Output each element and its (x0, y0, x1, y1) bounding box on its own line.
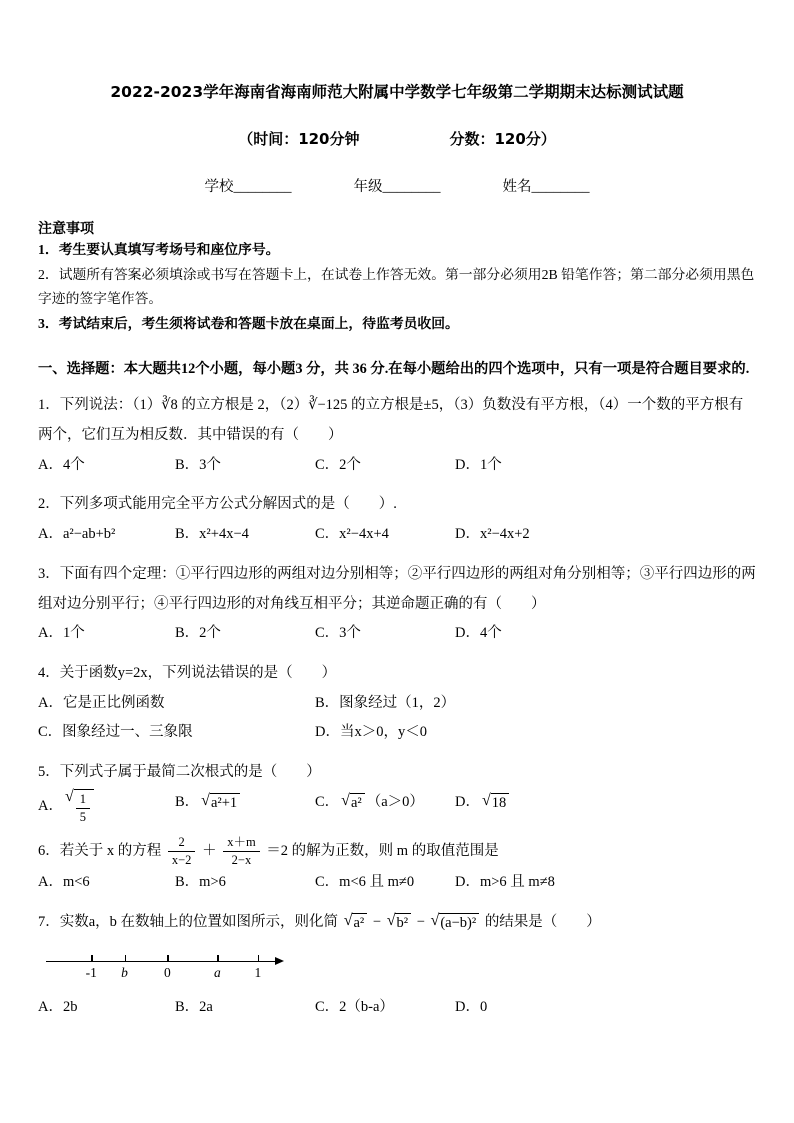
option-label: B． (175, 793, 200, 810)
tick-mark (258, 955, 260, 962)
radical-sign-icon: √ (386, 911, 396, 929)
stem-suffix: 的结果是（ ） (484, 913, 601, 930)
option-a: A．4个 (38, 456, 85, 473)
question-1 (38, 391, 756, 480)
notice-item-2: 2．试题所有答案必须填涂或书写在答题卡上，在试卷上作答无效。第一部分必须用2B 铅笔作答；第二部分必须用黑色字迹的签字笔作答。 (38, 266, 755, 307)
school-field: 学校________ (204, 178, 292, 195)
tick-label: b (121, 965, 128, 981)
option-b: B．m>6 (175, 873, 226, 890)
radical-sign-icon: √ (341, 791, 350, 809)
radical-expression: √ a²+1 (201, 792, 240, 814)
fraction: $\frac{1}{5}$ (76, 792, 90, 825)
option-b: B．2个 (175, 625, 221, 642)
plus-sign: ＋ (202, 842, 217, 859)
option-b: B．3个 (175, 456, 221, 473)
option-a: A．1个 (38, 625, 85, 642)
question-7 (38, 908, 756, 1023)
tick-mark (217, 955, 219, 962)
option-a: A．a²−ab+b² (38, 526, 116, 543)
question-4-options (38, 689, 756, 748)
option-c: C．x²−4x+4 (315, 526, 389, 543)
section-heading-choice: 一、选择题：本大题共12个小题，每小题3 分，共 36 分.在每小题给出的四个选项中，只有一项是符合题目要求的. (38, 361, 750, 377)
exam-score: 分数：120分） (449, 129, 556, 148)
radical-expression: √ 18 (482, 792, 509, 814)
number-line-axis (46, 961, 277, 962)
option-a (38, 788, 175, 825)
radical-expression: √ b² (387, 912, 411, 934)
question-5 (38, 758, 756, 825)
option-a: A．它是正比例函数 (38, 694, 165, 711)
question-6 (38, 835, 756, 898)
radical-expression: √ a² (341, 792, 365, 814)
number-line-figure (46, 945, 284, 991)
option-c: C．2个 (315, 456, 361, 473)
option-a: A．m<6 (38, 873, 90, 890)
radical-expression (65, 788, 94, 825)
question-2 (38, 490, 756, 549)
option-b: B．图象经过（1，2） (315, 694, 456, 711)
name-field: 姓名________ (502, 178, 590, 195)
number-line-arrow-icon (275, 957, 284, 965)
option-b: B．2a (175, 999, 213, 1016)
question-3 (38, 560, 756, 649)
radical-sign-icon: √ (343, 911, 353, 929)
question-7-options (38, 993, 756, 1023)
option-a: A．2b (38, 999, 78, 1016)
option-condition: （a＞0） (366, 793, 424, 810)
notice-heading: 注意事项 (38, 221, 94, 237)
page-title: 2022-2023学年海南省海南师范大附属中学数学七年级第二学期期末达标测试试题 (110, 83, 684, 101)
grade-field: 年级________ (353, 178, 441, 195)
radical-sign-icon: √ (201, 791, 210, 809)
question-6-text (38, 835, 756, 868)
question-1-text: 1．下列说法：（1）∛8 的立方根是 2，（2）∛−125 的立方根是±5，（3）负数没有平方根，（4）一个数的平方根有两个，它们互为相反数．其中错误的有（ ） (38, 397, 744, 444)
question-2-text: 2．下列多项式能用完全平方公式分解因式的是（ ）. (38, 496, 397, 513)
option-d: D．4个 (455, 625, 502, 642)
option-label: C． (315, 793, 340, 810)
stem-suffix: ＝2 的解为正数，则 m 的取值范围是 (266, 842, 499, 859)
radical-sign-icon: √ (64, 787, 74, 805)
radical-expression: √ a² (344, 912, 368, 934)
tick-mark (91, 955, 93, 962)
option-d: D．当x＞0，y＜0 (315, 724, 427, 741)
question-1-options (38, 451, 756, 481)
question-3-text: 3．下面有四个定理：①平行四边形的两组对边分别相等；②平行四边形的两组对角分别相等；③平行四边形的两组对边分别平行；④平行四边形的对角线互相平分；其逆命题正确的有（ ） (38, 565, 756, 612)
tick-mark (125, 955, 127, 962)
tick-label: a (213, 965, 221, 981)
stem-prefix: 7．实数a，b 在数轴上的位置如图所示，则化简 (38, 913, 339, 930)
radical-expression: √ (a−b)² (431, 912, 480, 934)
stem-prefix: 6．若关于 x 的方程 (38, 842, 162, 859)
option-c: C．m<6 且 m≠0 (315, 873, 415, 890)
option-d (455, 788, 756, 825)
question-5-text: 5．下列式子属于最简二次根式的是（ ） (38, 764, 321, 781)
option-label: A． (38, 797, 63, 814)
option-label: D． (455, 793, 480, 810)
option-d: D．0 (455, 999, 488, 1016)
option-c: C．2（b-a） (315, 999, 394, 1016)
minus-sign: − (416, 913, 425, 930)
question-3-options (38, 619, 756, 649)
tick-mark (167, 955, 169, 962)
question-4-text: 4．关于函数y=2x，下列说法错误的是（ ） (38, 665, 337, 682)
option-b: B．x²+4x−4 (175, 526, 249, 543)
radical-sign-icon: √ (430, 911, 440, 929)
tick-label: 0 (164, 965, 171, 981)
option-b (175, 788, 315, 825)
question-2-options (38, 520, 756, 550)
option-c (315, 788, 455, 825)
notice-item-1: 1．考生要认真填写考场号和座位序号。 (38, 241, 280, 257)
tick-label: -1 (85, 965, 97, 981)
student-info-row (38, 175, 756, 196)
option-c: C．图象经过一、三象限 (38, 724, 193, 741)
option-d: D．x²−4x+2 (455, 526, 530, 543)
option-c: C．3个 (315, 625, 361, 642)
exam-time: （时间：120分钟 (238, 129, 360, 148)
radical-sign-icon: √ (481, 791, 491, 809)
question-6-options (38, 868, 756, 898)
fraction: $\frac{x+m}{2-x}$ (223, 835, 259, 868)
notice-item-3: 3．考试结束后，考生须将试卷和答题卡放在桌面上，待监考员收回。 (38, 316, 459, 332)
notice-block (38, 218, 756, 337)
option-d: D．m>6 且 m≠8 (455, 873, 555, 890)
fraction: $\frac{2}{x-2}$ (168, 835, 196, 868)
exam-meta (38, 128, 756, 149)
tick-label: 1 (254, 965, 262, 981)
question-4 (38, 659, 756, 748)
option-d: D．1个 (455, 456, 502, 473)
question-7-text (38, 908, 756, 938)
question-5-options (38, 788, 756, 825)
minus-sign: − (372, 913, 382, 930)
